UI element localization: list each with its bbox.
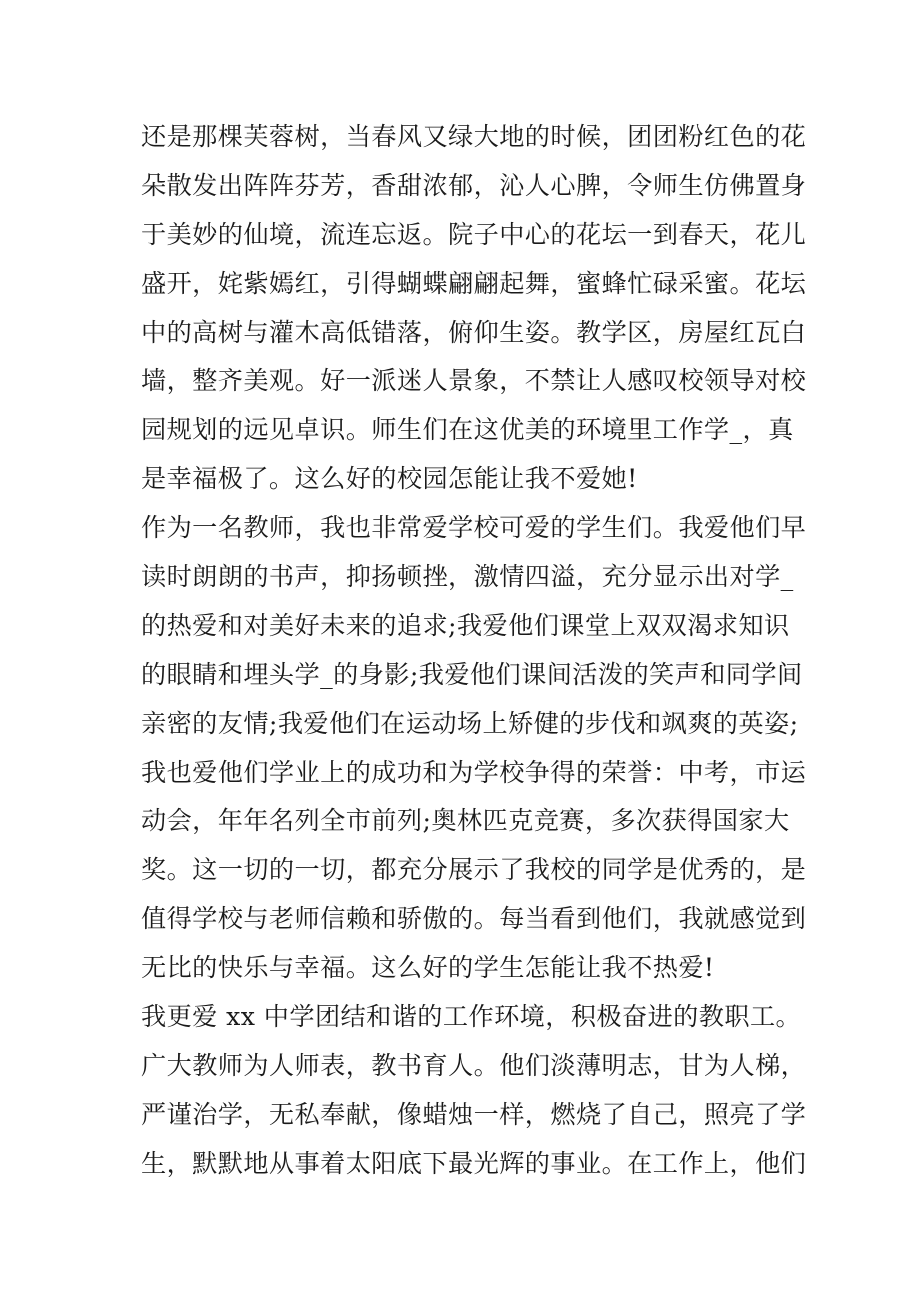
text-line: 还是那棵芙蓉树，当春风又绿大地的时候，团团粉红色的花 — [141, 122, 807, 151]
text-line: 我也爱他们学业上的成功和为学校争得的荣誉：中考，市运 — [141, 757, 807, 787]
text-line: 奖。这一切的一切，都充分展示了我校的同学是优秀的，是 — [141, 855, 807, 885]
text-line: 读时朗朗的书声，抑扬顿挫，激情四溢，充分显示出对学_ — [141, 562, 794, 592]
text-line: 作为一名教师，我也非常爱学校可爱的学生们。我爱他们早 — [141, 513, 807, 543]
text-line: 于美妙的仙境，流连忘返。院子中心的花坛一到春天，花儿 — [141, 219, 807, 249]
document-body — [141, 113, 807, 1189]
text-line: 朵散发出阵阵芬芳，香甜浓郁，沁人心脾，令师生仿佛置身 — [141, 170, 807, 200]
text-line: 墙，整齐美观。好一派迷人景象，不禁让人感叹校领导对校 — [141, 366, 807, 396]
text-line: 是幸福极了。这么好的校园怎能让我不爱她! — [141, 464, 638, 494]
text-line: 严谨治学，无私奉献，像蜡烛一样，燃烧了自己，照亮了学 — [141, 1099, 807, 1129]
text-line: 盛开，姹紫嫣红，引得蝴蝶翩翩起舞，蜜蜂忙碌采蜜。花坛 — [141, 268, 807, 298]
text-line: 中的高树与灌木高低错落，俯仰生姿。教学区，房屋红瓦白 — [141, 317, 807, 347]
text-line: 值得学校与老师信赖和骄傲的。每当看到他们，我就感觉到 — [141, 904, 807, 934]
text-line: 园规划的远见卓识。师生们在这优美的环境里工作学_，真 — [141, 415, 794, 445]
text-line: 的眼睛和埋头学_的身影;我爱他们课间活泼的笑声和同学间 — [141, 659, 803, 689]
text-line: 亲密的友情;我爱他们在运动场上矫健的步伐和飒爽的英姿; — [141, 708, 799, 738]
text-line: 动会，年年名列全市前列;奥林匹克竞赛，多次获得国家大 — [141, 806, 790, 836]
text-line: 的热爱和对美好未来的追求;我爱他们课堂上双双渴求知识 — [141, 610, 790, 640]
text-line: 我更爱 xx 中学团结和谐的工作环境，积极奋进的教职工。 — [141, 1002, 802, 1032]
text-line: 无比的快乐与幸福。这么好的学生怎能让我不热爱! — [141, 953, 715, 983]
text-line: 广大教师为人师表，教书育人。他们淡薄明志，甘为人梯， — [141, 1050, 807, 1080]
text-line: 生，默默地从事着太阳底下最光辉的事业。在工作上，他们 — [141, 1148, 807, 1178]
